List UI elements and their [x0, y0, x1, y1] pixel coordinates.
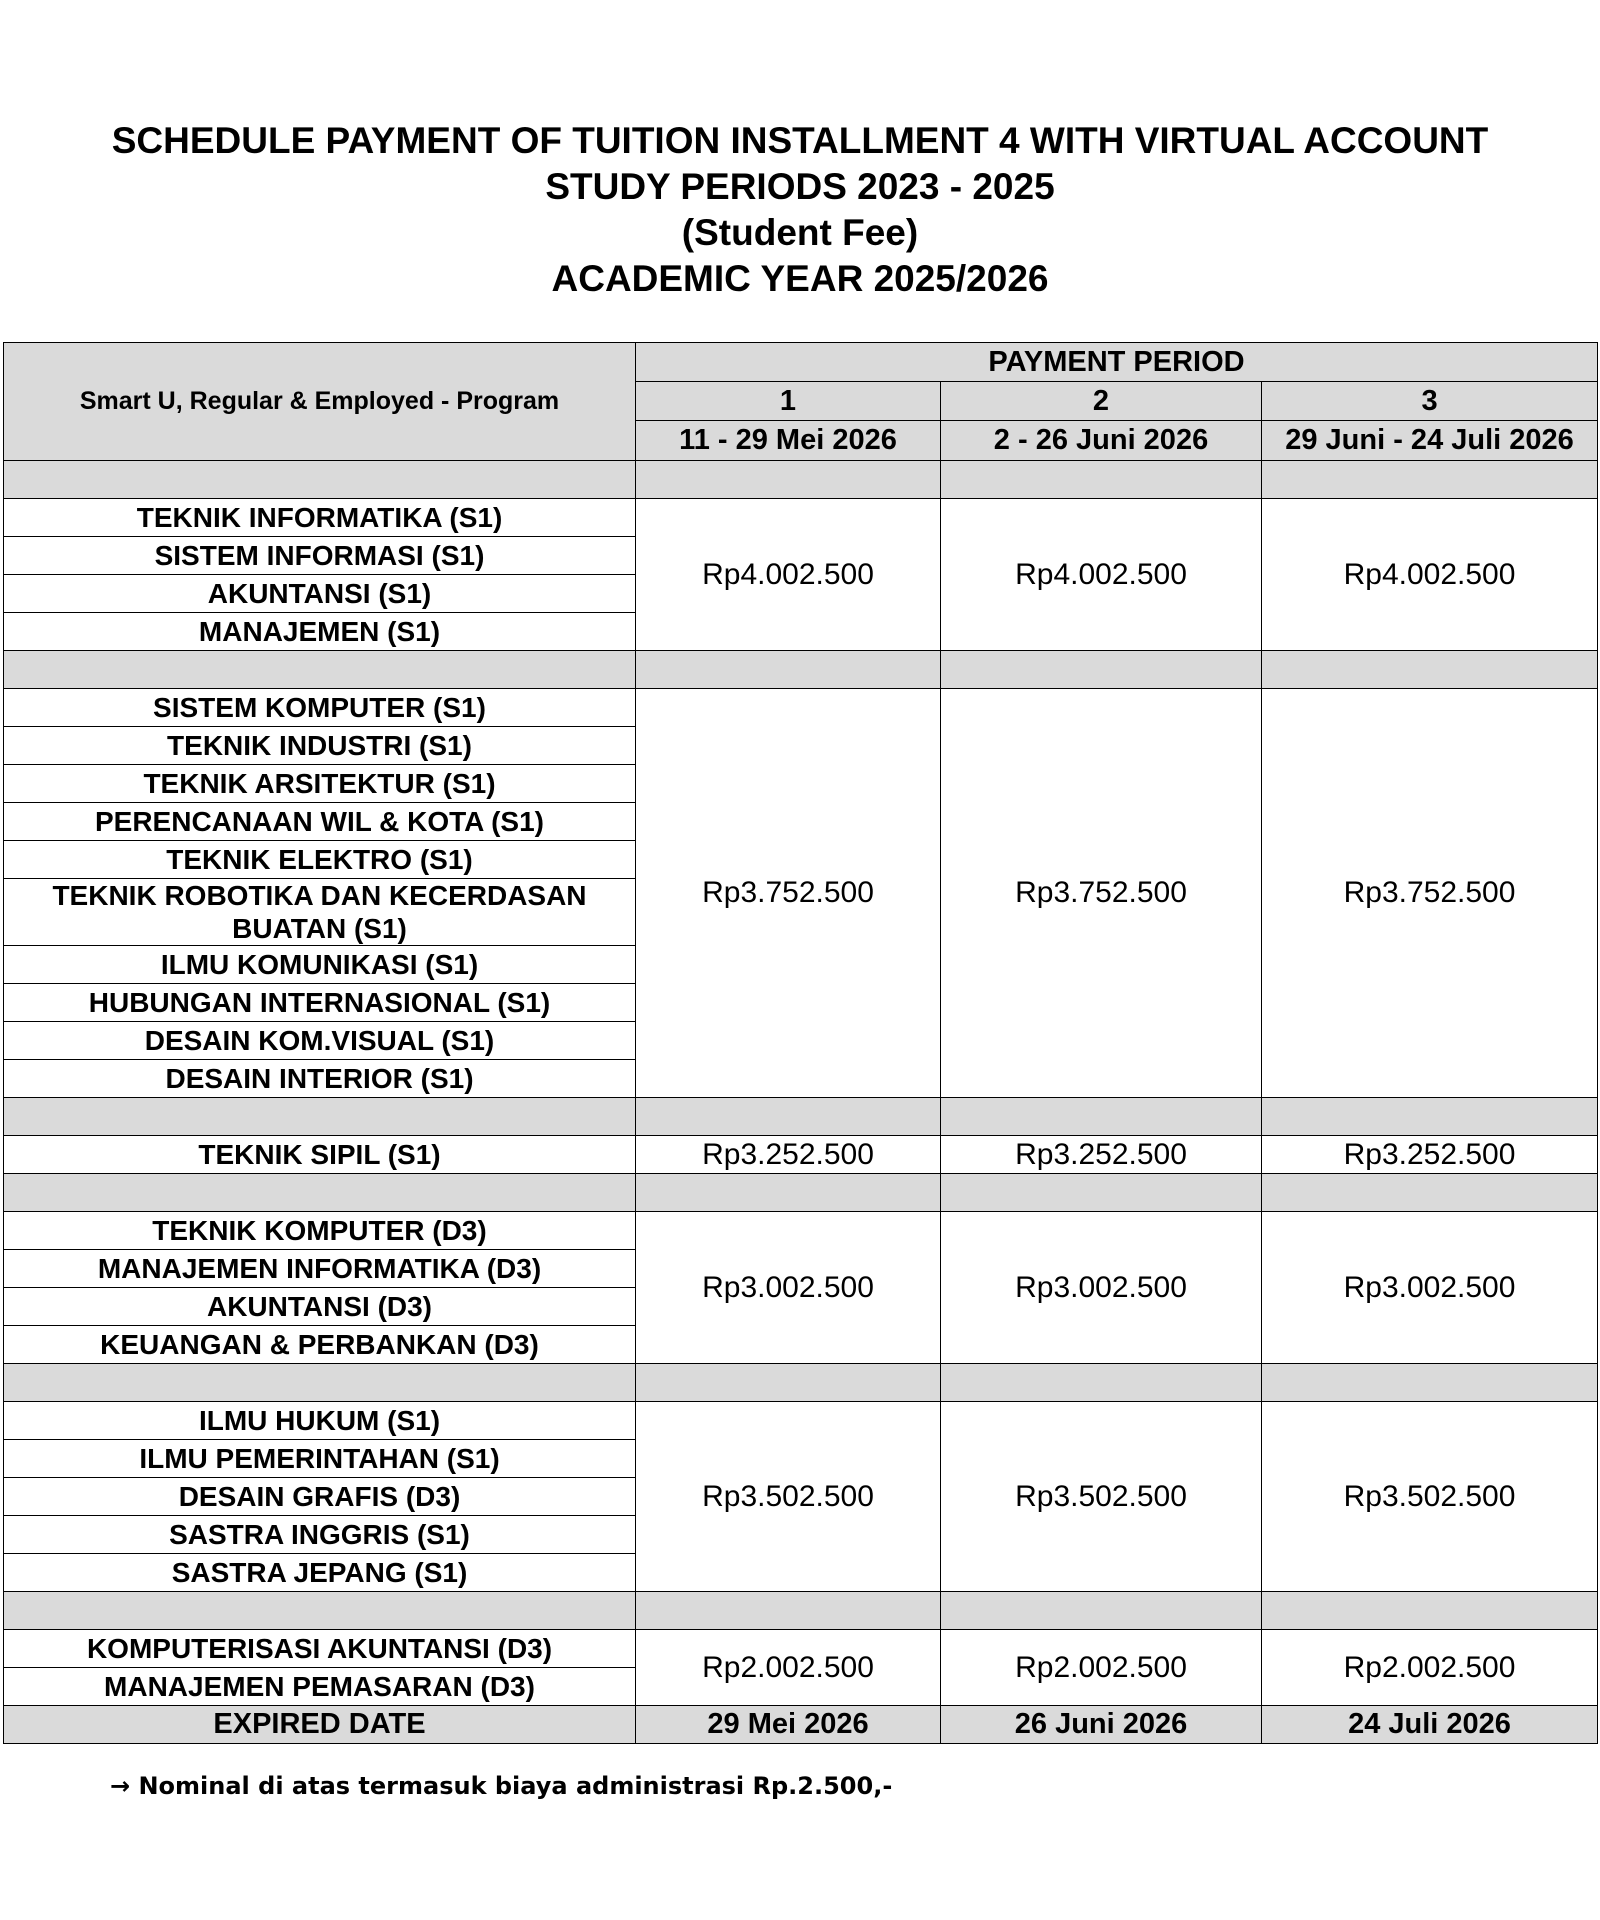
amount-period-1: Rp3.752.500: [636, 689, 941, 1098]
program-name: DESAIN INTERIOR (S1): [4, 1060, 636, 1098]
period-dates-3: 29 Juni - 24 Juli 2026: [1262, 421, 1598, 461]
separator-cell: [4, 1364, 636, 1402]
program-name: ILMU PEMERINTAHAN (S1): [4, 1440, 636, 1478]
program-name: TEKNIK ELEKTRO (S1): [4, 841, 636, 879]
program-name: ILMU KOMUNIKASI (S1): [4, 946, 636, 984]
amount-period-1: Rp3.002.500: [636, 1212, 941, 1364]
program-name: TEKNIK ARSITEKTUR (S1): [4, 765, 636, 803]
table-row: [4, 1212, 1598, 1250]
program-name: AKUNTANSI (D3): [4, 1288, 636, 1326]
table-row: [4, 1136, 1598, 1174]
table-row: [4, 689, 1598, 727]
separator-cell: [636, 1592, 941, 1630]
amount-period-3: Rp3.752.500: [1262, 689, 1598, 1098]
expired-date-1: 29 Mei 2026: [636, 1706, 941, 1744]
separator-cell: [941, 461, 1262, 499]
separator-cell: [1262, 1098, 1598, 1136]
amount-period-3: Rp3.502.500: [1262, 1402, 1598, 1592]
amount-period-2: Rp3.502.500: [941, 1402, 1262, 1592]
amount-period-1: Rp4.002.500: [636, 499, 941, 651]
program-name: MANAJEMEN INFORMATIKA (D3): [4, 1250, 636, 1288]
payment-schedule-table: [3, 342, 1598, 1744]
program-name: TEKNIK SIPIL (S1): [4, 1136, 636, 1174]
separator-cell: [1262, 1364, 1598, 1402]
table-row: [4, 1402, 1598, 1440]
separator-cell: [941, 1174, 1262, 1212]
separator-cell: [1262, 651, 1598, 689]
amount-period-2: Rp3.252.500: [941, 1136, 1262, 1174]
separator-cell: [1262, 1592, 1598, 1630]
separator-cell: [941, 1592, 1262, 1630]
amount-period-1: Rp2.002.500: [636, 1630, 941, 1706]
period-number-3: 3: [1262, 382, 1598, 421]
program-name: KEUANGAN & PERBANKAN (D3): [4, 1326, 636, 1364]
program-name: TEKNIK ROBOTIKA DAN KECERDASAN BUATAN (S1): [4, 879, 636, 946]
separator-cell: [636, 651, 941, 689]
program-name: SASTRA INGGRIS (S1): [4, 1516, 636, 1554]
separator-row: [4, 1098, 1598, 1136]
program-name: TEKNIK INFORMATIKA (S1): [4, 499, 636, 537]
separator-cell: [636, 1364, 941, 1402]
period-number-2: 2: [941, 382, 1262, 421]
separator-cell: [4, 1174, 636, 1212]
expired-date-2: 26 Juni 2026: [941, 1706, 1262, 1744]
separator-cell: [636, 1174, 941, 1212]
separator-cell: [941, 1098, 1262, 1136]
program-name: TEKNIK INDUSTRI (S1): [4, 727, 636, 765]
period-dates-1: 11 - 29 Mei 2026: [636, 421, 941, 461]
title-line-2: STUDY PERIODS 2023 - 2025: [545, 166, 1055, 207]
amount-period-3: Rp3.002.500: [1262, 1212, 1598, 1364]
amount-period-2: Rp4.002.500: [941, 499, 1262, 651]
program-name: DESAIN KOM.VISUAL (S1): [4, 1022, 636, 1060]
separator-row: [4, 1364, 1598, 1402]
payment-period-header: PAYMENT PERIOD: [636, 343, 1598, 382]
amount-period-2: Rp3.002.500: [941, 1212, 1262, 1364]
separator-cell: [4, 1098, 636, 1136]
program-name: SISTEM KOMPUTER (S1): [4, 689, 636, 727]
separator-cell: [4, 651, 636, 689]
table-body: [4, 343, 1598, 1744]
amount-period-1: Rp3.252.500: [636, 1136, 941, 1174]
table-row: [4, 1630, 1598, 1668]
separator-row: [4, 1592, 1598, 1630]
program-name: HUBUNGAN INTERNASIONAL (S1): [4, 984, 636, 1022]
program-name: KOMPUTERISASI AKUNTANSI (D3): [4, 1630, 636, 1668]
title-line-1: SCHEDULE PAYMENT OF TUITION INSTALLMENT 4 WITH VIRTUAL ACCOUNT: [111, 120, 1489, 161]
title-line-4: ACADEMIC YEAR 2025/2026: [551, 258, 1049, 299]
separator-cell: [1262, 1174, 1598, 1212]
program-name: TEKNIK KOMPUTER (D3): [4, 1212, 636, 1250]
separator-row: [4, 461, 1598, 499]
program-name: DESAIN GRAFIS (D3): [4, 1478, 636, 1516]
program-name: AKUNTANSI (S1): [4, 575, 636, 613]
amount-period-3: Rp3.252.500: [1262, 1136, 1598, 1174]
footnote: → Nominal di atas termasuk biaya administrasi Rp.2.500,-: [110, 1772, 893, 1800]
amount-period-3: Rp4.002.500: [1262, 499, 1598, 651]
amount-period-2: Rp2.002.500: [941, 1630, 1262, 1706]
expired-date-row: [4, 1706, 1598, 1744]
program-name: PERENCANAAN WIL & KOTA (S1): [4, 803, 636, 841]
separator-cell: [941, 651, 1262, 689]
separator-cell: [4, 461, 636, 499]
amount-period-2: Rp3.752.500: [941, 689, 1262, 1098]
amount-period-1: Rp3.502.500: [636, 1402, 941, 1592]
separator-cell: [1262, 461, 1598, 499]
separator-cell: [4, 1592, 636, 1630]
expired-date-3: 24 Juli 2026: [1262, 1706, 1598, 1744]
document-title: [0, 118, 1600, 302]
table-row: [4, 499, 1598, 537]
program-name: ILMU HUKUM (S1): [4, 1402, 636, 1440]
period-number-1: 1: [636, 382, 941, 421]
separator-row: [4, 1174, 1598, 1212]
period-dates-2: 2 - 26 Juni 2026: [941, 421, 1262, 461]
amount-period-3: Rp2.002.500: [1262, 1630, 1598, 1706]
program-name: MANAJEMEN (S1): [4, 613, 636, 651]
program-column-header: Smart U, Regular & Employed - Program: [4, 343, 636, 461]
title-line-3: (Student Fee): [681, 212, 919, 253]
expired-date-label: EXPIRED DATE: [4, 1706, 636, 1744]
separator-cell: [636, 461, 941, 499]
program-name: MANAJEMEN PEMASARAN (D3): [4, 1668, 636, 1706]
program-name: SISTEM INFORMASI (S1): [4, 537, 636, 575]
separator-cell: [941, 1364, 1262, 1402]
separator-row: [4, 651, 1598, 689]
program-name: SASTRA JEPANG (S1): [4, 1554, 636, 1592]
separator-cell: [636, 1098, 941, 1136]
